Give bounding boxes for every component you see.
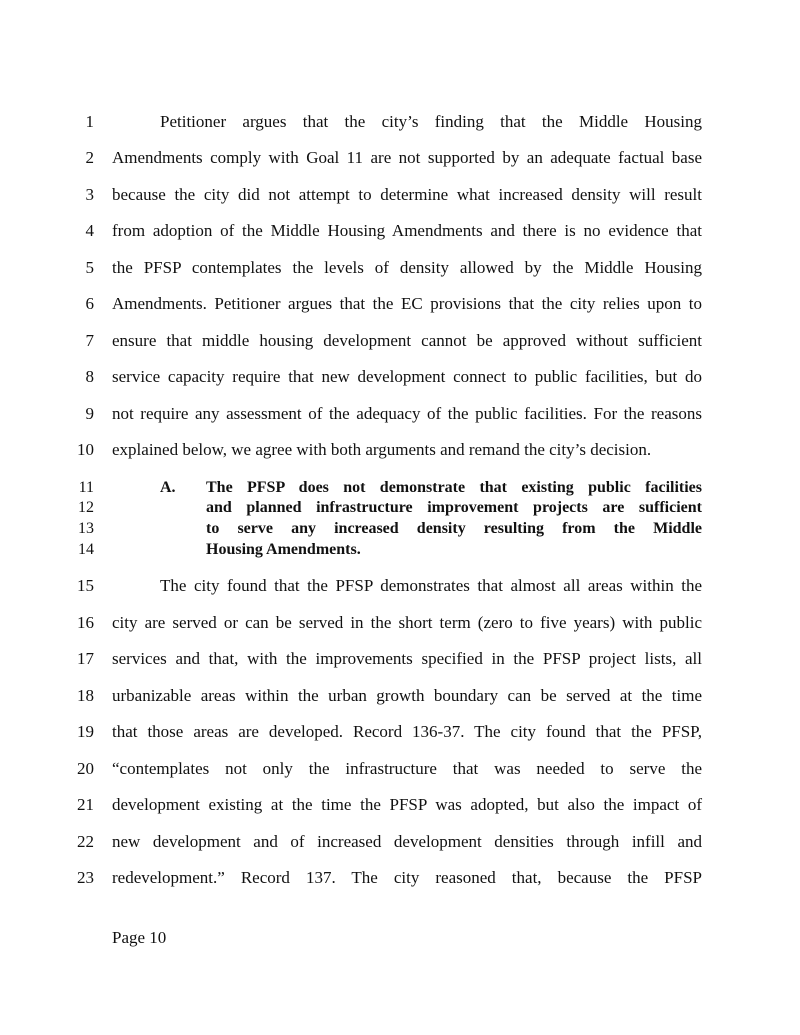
text-line: “contemplates not only the infrastructure that was needed to serve the — [112, 759, 702, 778]
text-line: Amendments. Petitioner argues that the EC provisions that the city relies upon to — [112, 294, 702, 313]
heading-line: Housing Amendments. — [206, 541, 361, 558]
line-number: 12 — [78, 499, 94, 516]
text-line: ensure that middle housing development cannot be approved without sufficient — [112, 331, 702, 350]
line-number: 17 — [77, 649, 94, 668]
heading-line: to serve any increased density resulting from the Middle — [206, 520, 702, 537]
text-line: The city found that the PFSP demonstrates that almost all areas within the — [160, 576, 702, 595]
line-number: 3 — [85, 185, 94, 204]
text-line: service capacity require that new development connect to public facilities, but do — [112, 367, 702, 386]
line-number: 6 — [85, 294, 94, 313]
text-line: redevelopment.” Record 137. The city reasoned that, because the PFSP — [112, 868, 702, 887]
line-number: 15 — [77, 576, 94, 595]
page-number: Page 10 — [112, 928, 167, 947]
heading-line: and planned infrastructure improvement projects are sufficient — [206, 499, 702, 516]
line-number: 7 — [85, 331, 94, 350]
text-line: because the city did not attempt to determine what increased density will result — [112, 185, 702, 204]
text-line: city are served or can be served in the short term (zero to five years) with public — [112, 613, 702, 632]
text-line: from adoption of the Middle Housing Amendments and there is no evidence that — [112, 221, 702, 240]
line-number: 19 — [77, 722, 94, 741]
line-number: 21 — [77, 795, 94, 814]
line-number: 4 — [85, 221, 94, 240]
line-number: 16 — [77, 613, 94, 632]
line-number: 14 — [78, 541, 94, 558]
line-number: 9 — [85, 404, 94, 423]
line-number: 13 — [78, 520, 94, 537]
line-number: 22 — [77, 832, 94, 851]
line-number: 1 — [85, 112, 94, 131]
line-number: 10 — [77, 440, 94, 459]
text-line: the PFSP contemplates the levels of density allowed by the Middle Housing — [112, 258, 702, 277]
text-line: development existing at the time the PFSP was adopted, but also the impact of — [112, 795, 702, 814]
heading-letter: A. — [160, 479, 176, 496]
text-line: Petitioner argues that the city’s finding that the Middle Housing — [160, 112, 702, 131]
line-number: 23 — [77, 868, 94, 887]
line-number: 20 — [77, 759, 94, 778]
line-number: 18 — [77, 686, 94, 705]
heading-line: The PFSP does not demonstrate that existing public facilities — [206, 479, 702, 496]
line-number: 5 — [85, 258, 94, 277]
line-number: 8 — [85, 367, 94, 386]
text-line: urbanizable areas within the urban growth boundary can be served at the time — [112, 686, 702, 705]
text-line: services and that, with the improvements specified in the PFSP project lists, all — [112, 649, 702, 668]
text-line: Amendments comply with Goal 11 are not supported by an adequate factual base — [112, 148, 702, 167]
text-line: explained below, we agree with both arguments and remand the city’s decision. — [112, 440, 652, 459]
text-line: not require any assessment of the adequacy of the public facilities. For the reasons — [112, 404, 702, 423]
line-number: 11 — [78, 479, 94, 496]
text-line: that those areas are developed. Record 136-37. The city found that the PFSP, — [112, 722, 702, 741]
text-line: new development and of increased development densities through infill and — [112, 832, 702, 851]
line-number: 2 — [85, 148, 94, 167]
